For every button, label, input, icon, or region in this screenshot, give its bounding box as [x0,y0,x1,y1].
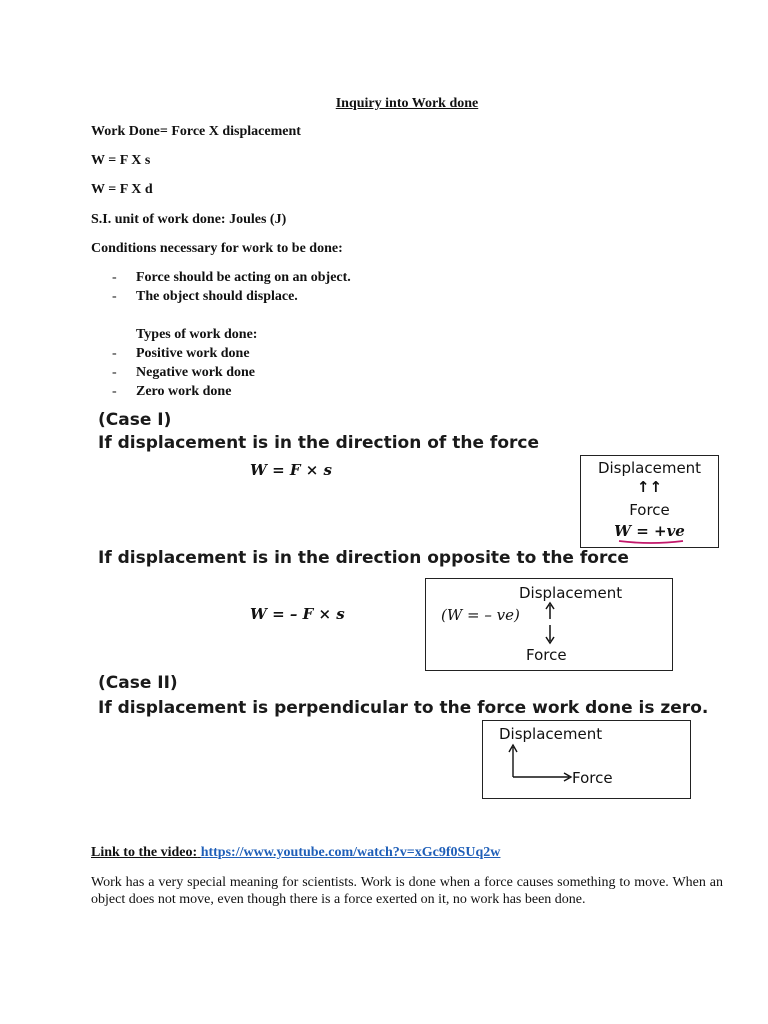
case1-label: (Case I) [98,410,172,430]
case2-label: (Case II) [98,673,178,693]
document-title: Inquiry into Work done [335,96,479,111]
underline-mark [617,538,685,546]
types-heading: Types of work done: [136,327,258,342]
type-item: Positive work done [136,346,250,361]
list-bullet: - [112,289,117,304]
negative-work-box [425,578,673,671]
condition-item: Force should be acting on an object. [136,270,351,285]
double-up-arrow-icon: ↑↑ [636,478,663,496]
zero-work-box [482,720,691,799]
box2-result: (W = – ve) [441,606,520,624]
body-paragraph: Work has a very special meaning for scientists. Work is done when a force causes something to move. When an object does not move, even though there is a force exerted on it, no work has been done. [91,875,723,907]
box1-result: W = +ve [614,522,685,540]
case1-text: If displacement is in the direction of the force [98,433,539,453]
case1-formula: W = F × s [250,461,332,479]
box1-displacement: Displacement [597,459,702,477]
box2-force: Force [526,646,567,664]
case2-text: If displacement is perpendicular to the force work done is zero. [98,698,709,718]
list-bullet: - [112,270,117,285]
negative-formula: W = – F × s [250,605,345,623]
box3-displacement: Displacement [499,725,603,743]
opposite-arrows-icon [542,601,558,645]
perpendicular-arrows-icon [505,743,575,783]
formula-line-s: W = F X s [91,153,151,168]
conditions-heading: Conditions necessary for work to be done: [91,241,343,256]
video-link[interactable]: https://www.youtube.com/watch?v=xGc9f0SUq2w [200,845,501,860]
condition-item: The object should displace. [136,289,298,304]
list-bullet: - [112,346,117,361]
list-bullet: - [112,384,117,399]
box3-force: Force [572,769,613,787]
formula-line-d: W = F X d [91,182,153,197]
type-item: Negative work done [136,365,255,380]
positive-work-box [580,455,719,548]
opposite-text: If displacement is in the direction opposite to the force [98,548,629,568]
si-unit-line: S.I. unit of work done: Joules (J) [91,212,287,227]
type-item: Zero work done [136,384,232,399]
box1-force: Force [629,501,670,519]
work-definition: Work Done= Force X displacement [91,124,301,139]
box2-displacement: Displacement [519,584,623,602]
video-link-row [91,845,500,861]
video-link-label: Link to the video: [91,845,198,860]
list-bullet: - [112,365,117,380]
